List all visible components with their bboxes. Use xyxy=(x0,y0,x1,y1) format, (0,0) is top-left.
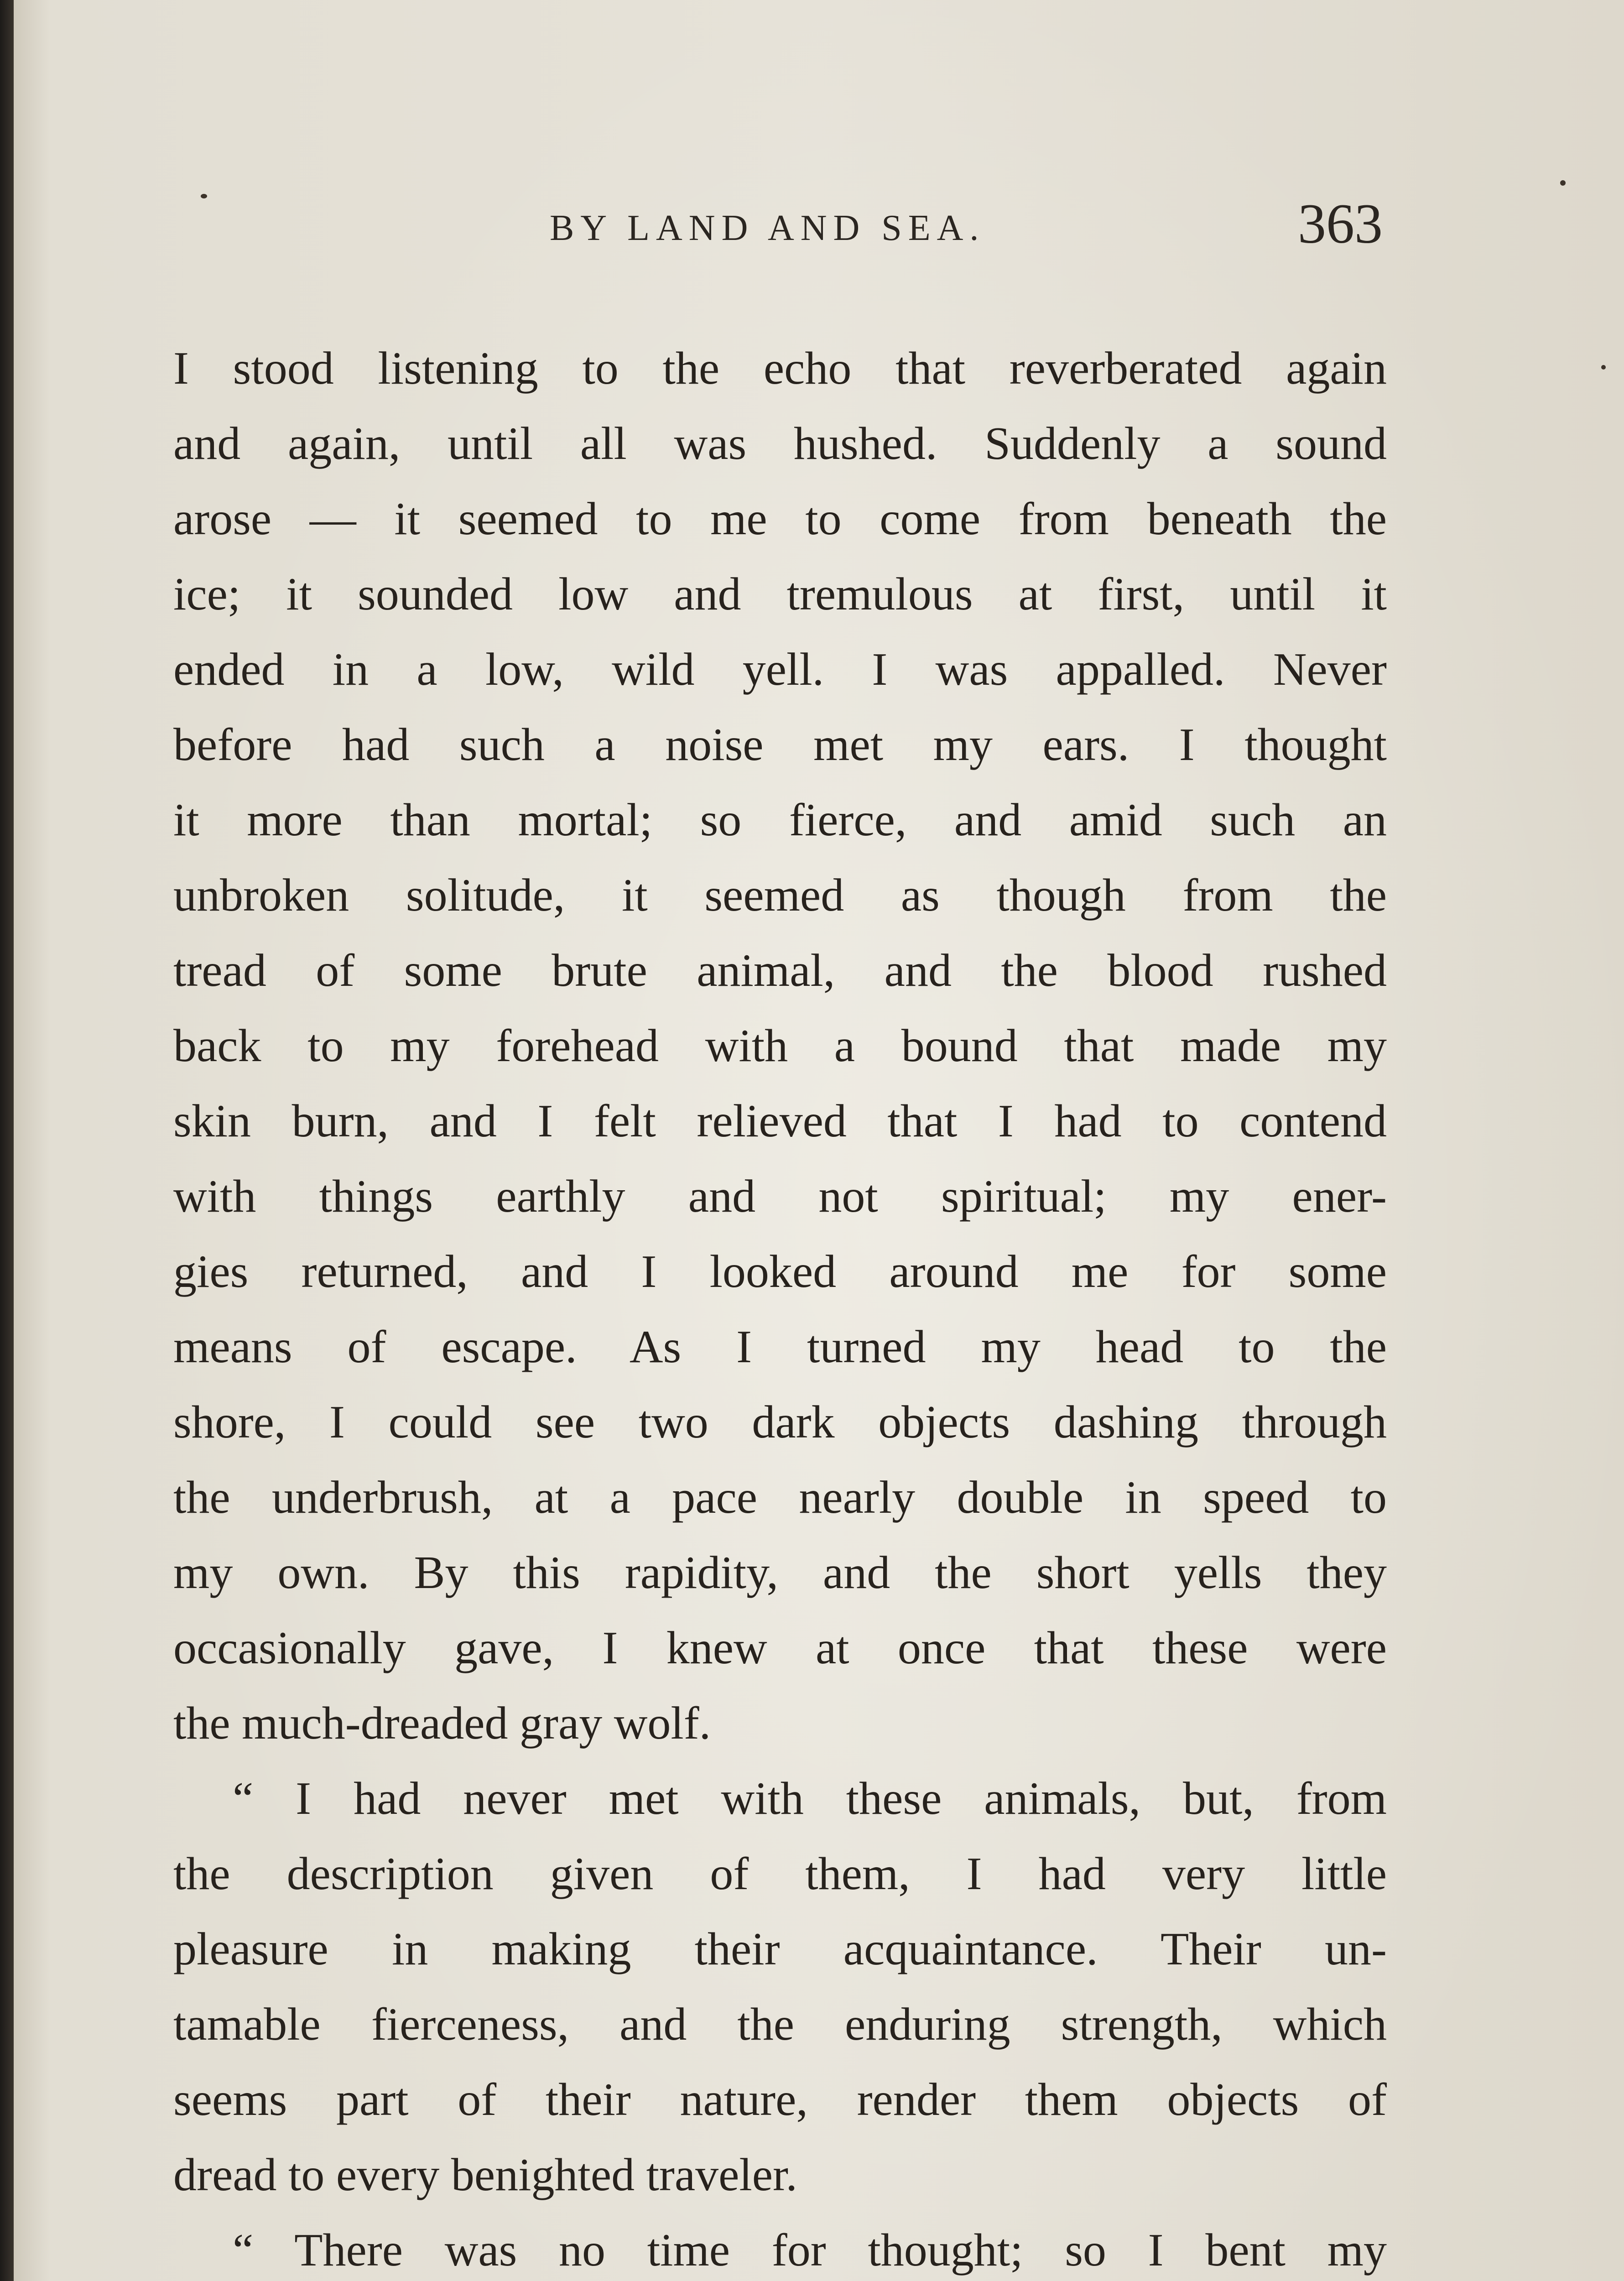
text-line-paragraph-start: “ I had never met with these animals, but, from xyxy=(233,1773,1387,1824)
text-line: tread of some brute animal, and the blood rushed xyxy=(173,945,1387,996)
text-line: means of escape. As I turned my head to the xyxy=(173,1321,1387,1373)
text-line: skin burn, and I felt relieved that I had to contend xyxy=(173,1095,1387,1147)
text-line: shore, I could see two dark objects dashing through xyxy=(173,1396,1387,1448)
text-line-paragraph-start: “ There was no time for thought; so I bent my xyxy=(233,2224,1387,2276)
text-line: arose — it seemed to me to come from beneath the xyxy=(173,493,1387,545)
text-line-paragraph-end: the much-dreaded gray wolf. xyxy=(173,1698,711,1749)
paper-speck xyxy=(201,194,207,198)
text-line: it more than mortal; so fierce, and amid such an xyxy=(173,794,1387,846)
page-number: 363 xyxy=(1298,193,1383,255)
text-line: tamable fierceness, and the enduring strength, which xyxy=(173,1999,1387,2050)
body-text xyxy=(173,331,1387,2281)
scan-left-edge xyxy=(0,0,14,2281)
text-line: the underbrush, at a pace nearly double in speed to xyxy=(173,1472,1387,1523)
running-title: BY LAND AND SEA. xyxy=(550,208,985,248)
text-line: occasionally gave, I knew at once that these were xyxy=(173,1622,1387,1674)
text-line: back to my forehead with a bound that made my xyxy=(173,1020,1387,1072)
text-line: pleasure in making their acquaintance. Their un- xyxy=(173,1923,1387,1975)
paper-speck xyxy=(1560,180,1566,186)
book-page xyxy=(14,0,1624,2281)
text-line-paragraph-end: dread to every benighted traveler. xyxy=(173,2149,797,2201)
text-line: unbroken solitude, it seemed as though from the xyxy=(173,870,1387,921)
text-line: gies returned, and I looked around me for some xyxy=(173,1246,1387,1297)
text-line: ice; it sounded low and tremulous at first, until it xyxy=(173,568,1387,620)
text-line: I stood listening to the echo that reverberated again xyxy=(173,343,1387,394)
paper-speck xyxy=(1601,365,1606,370)
text-line: seems part of their nature, render them objects of xyxy=(173,2074,1387,2125)
text-line: before had such a noise met my ears. I thought xyxy=(173,719,1387,771)
text-line: with things earthly and not spiritual; my ener- xyxy=(173,1171,1387,1222)
text-line: my own. By this rapidity, and the short yells they xyxy=(173,1547,1387,1599)
text-line: the description given of them, I had very little xyxy=(173,1848,1387,1900)
text-line: ended in a low, wild yell. I was appalled. Never xyxy=(173,644,1387,695)
text-line: and again, until all was hushed. Suddenly a sound xyxy=(173,418,1387,469)
